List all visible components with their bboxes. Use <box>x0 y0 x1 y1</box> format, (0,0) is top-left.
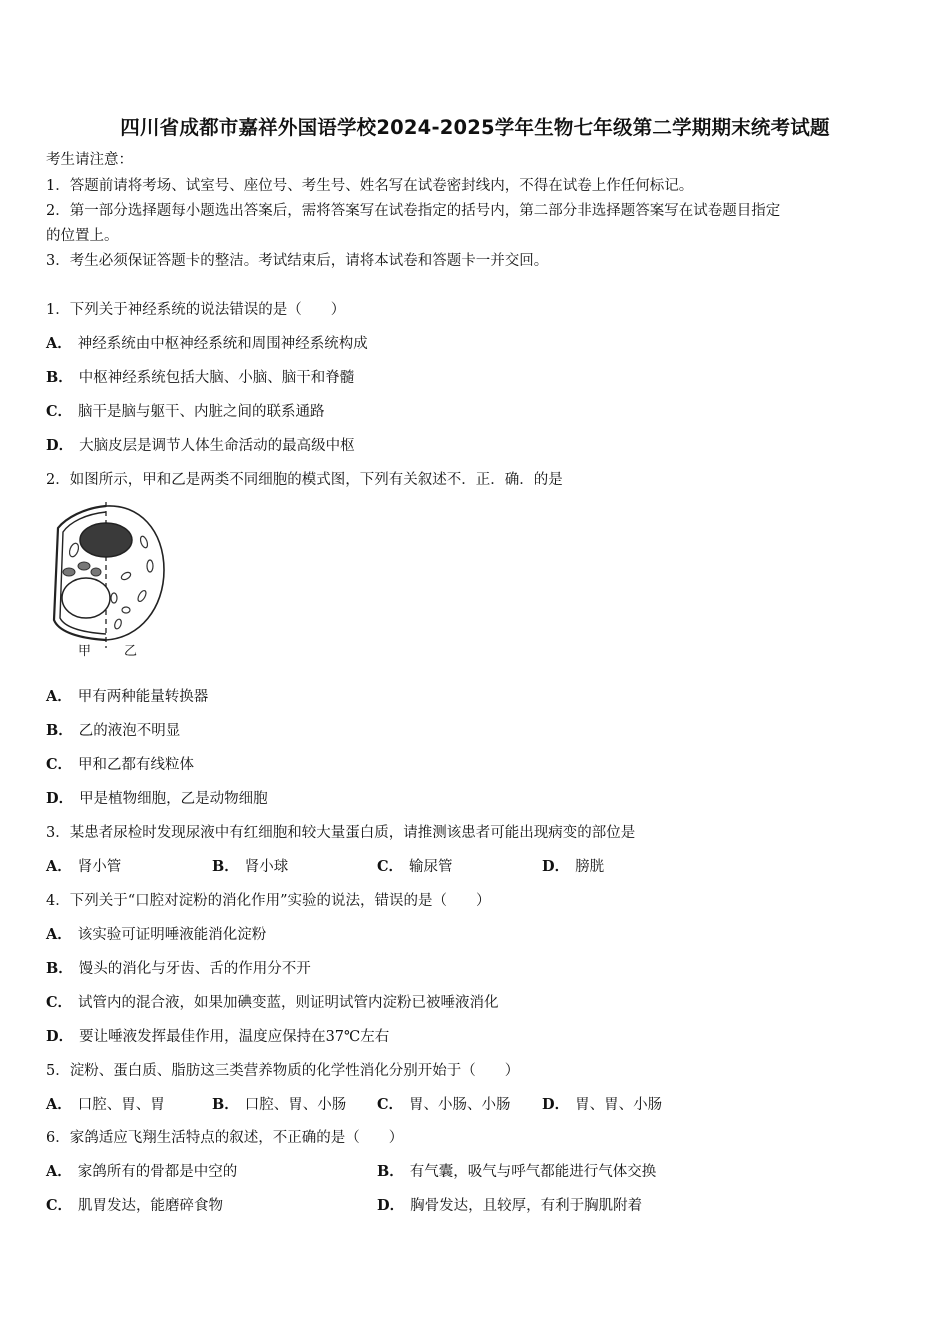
option-text: 乙的液泡不明显 <box>78 723 181 739</box>
option-label: D． <box>46 790 74 807</box>
option-text: 试管内的混合液，如果加碘变蓝，则证明试管内淀粉已被唾液消化 <box>78 995 499 1011</box>
option-text: 肾小球 <box>244 859 289 875</box>
question-4-stem: 4．下列关于“口腔对淀粉的消化作用”实验的说法，错误的是（ ） <box>46 893 491 909</box>
notice-heading: 考生请注意： <box>46 152 133 168</box>
option-label: B． <box>212 858 239 875</box>
notice-item: 1．答题前请将考场、试室号、座位号、考生号、姓名写在试卷密封线内，不得在试卷上作任何标记。 <box>46 178 694 194</box>
option-text: 胸骨发达，且较厚，有利于胸肌附着 <box>410 1198 643 1214</box>
option-label: A． <box>46 335 72 352</box>
option-label: B． <box>46 369 73 386</box>
question-1-option-d <box>46 436 355 456</box>
option-text: 该实验可证明唾液能消化淀粉 <box>77 927 267 943</box>
option-text: 有气囊，吸气与呼气都能进行气体交换 <box>409 1164 657 1180</box>
option-text: 肾小管 <box>77 859 122 875</box>
question-6-option-a <box>46 1162 237 1182</box>
option-label: B． <box>46 960 73 977</box>
option-label: A． <box>46 926 72 943</box>
option-text: 肌胃发达，能磨碎食物 <box>78 1198 224 1214</box>
notice-item: 的位置上。 <box>46 228 119 244</box>
cell-diagram-figure <box>44 500 170 662</box>
option-text: 甲有两种能量转换器 <box>77 689 209 705</box>
question-5-option-a <box>46 1095 165 1115</box>
option-text: 大脑皮层是调节人体生命活动的最高级中枢 <box>79 438 355 454</box>
question-1-option-a <box>46 334 368 354</box>
question-1-stem: 1．下列关于神经系统的说法错误的是（ ） <box>46 302 346 318</box>
option-label: D． <box>377 1197 405 1214</box>
question-5-options <box>46 1095 906 1115</box>
option-text: 输尿管 <box>409 859 453 875</box>
question-6-options-row-1 <box>46 1162 906 1182</box>
question-1-option-c <box>46 402 325 422</box>
question-2-option-a <box>46 687 208 707</box>
question-4-option-a <box>46 925 266 945</box>
option-text: 口腔、胃、胃 <box>77 1097 165 1113</box>
option-label: C． <box>46 994 73 1011</box>
option-label: A． <box>46 688 72 705</box>
question-3-option-a <box>46 857 121 877</box>
question-2-option-b <box>46 721 180 741</box>
option-text: 口腔、胃、小肠 <box>244 1097 347 1113</box>
figure-label-jia: 甲 <box>78 644 92 659</box>
question-4-option-c <box>46 993 499 1013</box>
option-label: C． <box>377 858 404 875</box>
option-label: A． <box>46 1096 72 1113</box>
option-text: 中枢神经系统包括大脑、小脑、脑干和脊髓 <box>78 370 355 386</box>
option-text: 要让唾液发挥最佳作用，温度应保持在37℃左右 <box>79 1029 390 1045</box>
option-label: B． <box>377 1163 404 1180</box>
exam-title: 四川省成都市嘉祥外国语学校2024-2025学年生物七年级第二学期期末统考试题 <box>120 116 830 139</box>
option-label: D． <box>542 1096 570 1113</box>
notice-item: 3．考生必须保证答题卡的整洁。考试结束后，请将本试卷和答题卡一并交回。 <box>46 253 549 269</box>
option-text: 膀胱 <box>575 859 605 875</box>
question-4-option-d <box>46 1027 389 1047</box>
option-label: D． <box>46 1028 74 1045</box>
question-1-option-b <box>46 368 354 388</box>
question-6-options-row-2 <box>46 1196 906 1216</box>
question-5-option-b <box>212 1095 346 1115</box>
question-6-option-c <box>46 1196 223 1216</box>
option-label: C． <box>46 403 73 420</box>
option-text: 胃、小肠、小肠 <box>409 1097 511 1113</box>
option-label: A． <box>46 858 72 875</box>
option-text: 甲是植物细胞，乙是动物细胞 <box>79 791 268 807</box>
question-3-option-b <box>212 857 288 877</box>
question-2-option-d <box>46 789 268 809</box>
option-label: D． <box>542 858 570 875</box>
option-label: D． <box>46 437 74 454</box>
option-text: 家鸽所有的骨都是中空的 <box>77 1164 238 1180</box>
option-text: 胃、胃、小肠 <box>575 1097 663 1113</box>
question-6-option-b <box>377 1162 656 1182</box>
option-label: B． <box>46 722 73 739</box>
question-3-options <box>46 857 906 877</box>
option-label: C． <box>46 1197 73 1214</box>
question-5-option-d <box>542 1095 662 1115</box>
option-label: C． <box>46 756 73 773</box>
question-5-option-c <box>377 1095 511 1115</box>
option-label: C． <box>377 1096 404 1113</box>
question-5-stem: 5．淀粉、蛋白质、脂肪这三类营养物质的化学性消化分别开始于（ ） <box>46 1063 520 1079</box>
question-2-stem: 2．如图所示，甲和乙是两类不同细胞的模式图，下列有关叙述不．正．确．的是 <box>46 472 563 488</box>
question-6-option-d <box>377 1196 642 1216</box>
notice-item: 2．第一部分选择题每小题选出答案后，需将答案写在试卷指定的括号内，第二部分非选择题答案写在试卷题目指定 <box>46 203 781 219</box>
option-label: A． <box>46 1163 72 1180</box>
option-label: B． <box>212 1096 239 1113</box>
question-4-option-b <box>46 959 311 979</box>
nucleus <box>80 523 132 557</box>
question-3-option-d <box>542 857 604 877</box>
option-text: 脑干是脑与躯干、内脏之间的联系通路 <box>78 404 325 420</box>
question-2-option-c <box>46 755 194 775</box>
option-text: 馒头的消化与牙齿、舌的作用分不开 <box>78 961 311 977</box>
vacuole <box>62 578 110 618</box>
question-3-option-c <box>377 857 453 877</box>
figure-label-yi: 乙 <box>124 644 138 659</box>
option-text: 甲和乙都有线粒体 <box>78 757 195 773</box>
question-3-stem: 3．某患者尿检时发现尿液中有红细胞和较大量蛋白质，请推测该患者可能出现病变的部位是 <box>46 825 636 841</box>
option-text: 神经系统由中枢神经系统和周围神经系统构成 <box>77 336 368 352</box>
question-6-stem: 6．家鸽适应飞翔生活特点的叙述，不正确的是（ ） <box>46 1130 404 1146</box>
